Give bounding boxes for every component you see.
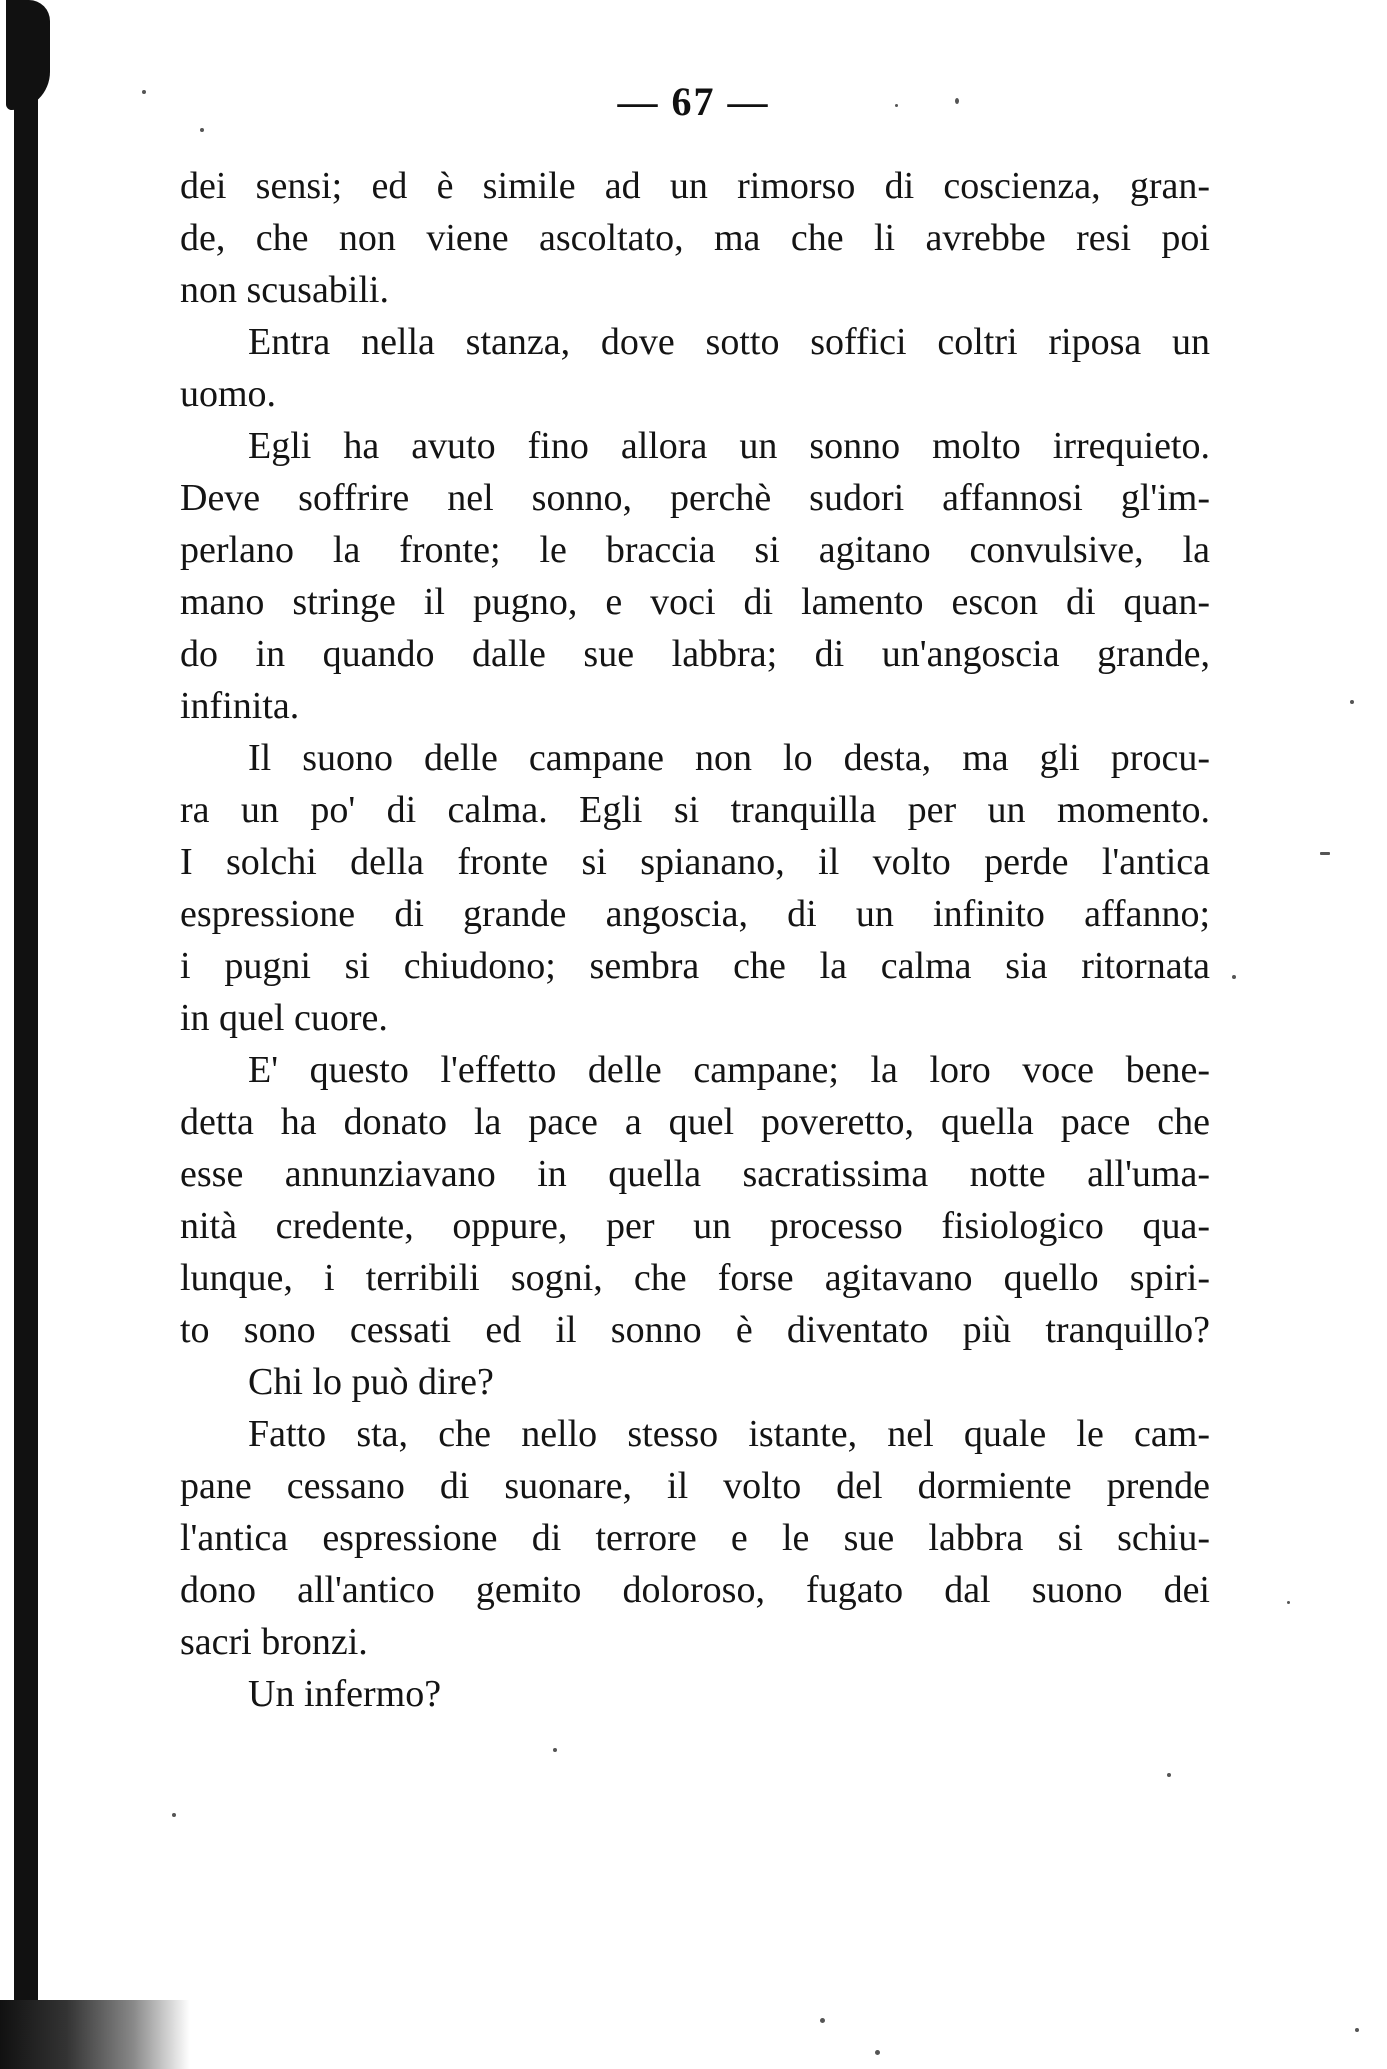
text-line: Egli ha avuto fino allora un sonno molto irrequieto. [248,425,1210,467]
text-line: de, che non viene ascoltato, ma che li avrebbe resi poi [180,217,1210,259]
page-number: — 67 — [617,79,770,124]
text-line: Chi lo può dire? [248,1361,494,1403]
scan-speck [553,1748,557,1752]
scan-speck [1355,2028,1359,2032]
text-line: Fatto sta, che nello stesso istante, nel quale le cam- [248,1413,1210,1455]
body-text [180,160,1210,1720]
text-line: Il suono delle campane non lo desta, ma gli procu- [248,737,1210,779]
scan-speck [200,128,204,132]
scan-speck [142,90,146,94]
text-line: Deve soffrire nel sonno, perchè sudori affannosi gl'im- [180,477,1210,519]
scan-speck [172,1813,176,1817]
text-line: I solchi della fronte si spianano, il volto perde l'antica [180,841,1210,883]
text-line: detta ha donato la pace a quel poveretto, quella pace che [180,1101,1210,1143]
text-line: esse annunziavano in quella sacratissima notte all'uma- [180,1153,1210,1195]
text-line: uomo. [180,373,277,415]
binding-bottom-smudge [0,2000,190,2069]
text-line: infinita. [180,685,300,727]
text-line: mano stringe il pugno, e voci di lamento escon di quan- [180,581,1210,623]
text-line: perlano la fronte; le braccia si agitano convulsive, la [180,529,1210,571]
text-line: espressione di grande angoscia, di un infinito affanno; [180,893,1210,935]
text-line: Entra nella stanza, dove sotto soffici coltri riposa un [248,321,1210,363]
scan-speck [820,2018,825,2023]
scan-speck [1350,700,1354,704]
text-line: in quel cuore. [180,997,388,1039]
scan-speck [1320,852,1330,855]
scan-speck [1232,975,1236,979]
text-line: non scusabili. [180,269,389,311]
text-line: do in quando dalle sue labbra; di un'angoscia grande, [180,633,1210,675]
text-line: sacri bronzi. [180,1621,368,1663]
page-binding-edge [0,0,52,2069]
scan-speck [895,104,898,107]
text-line: i pugni si chiudono; sembra che la calma sia ritornata [180,945,1210,987]
text-line: to sono cessati ed il sonno è diventato più tranquillo? [180,1309,1210,1351]
text-line: nità credente, oppure, per un processo fisiologico qua- [180,1205,1210,1247]
scan-speck [1287,1601,1290,1604]
scan-speck [955,98,959,104]
text-line: ra un po' di calma. Egli si tranquilla per un momento. [180,789,1210,831]
text-line: dei sensi; ed è simile ad un rimorso di coscienza, gran- [180,165,1210,207]
text-line: dono all'antico gemito doloroso, fugato dal suono dei [180,1569,1210,1611]
binding-shadow-bar [14,60,38,2050]
scan-speck [1167,1773,1171,1777]
text-line: Un infermo? [248,1673,442,1715]
text-line: pane cessano di suonare, il volto del dormiente prende [180,1465,1210,1507]
text-line: lunque, i terribili sogni, che forse agitavano quello spiri- [180,1257,1210,1299]
scan-speck [875,2050,880,2055]
text-line: l'antica espressione di terrore e le sue labbra si schiu- [180,1517,1210,1559]
text-line: E' questo l'effetto delle campane; la loro voce bene- [248,1049,1210,1091]
